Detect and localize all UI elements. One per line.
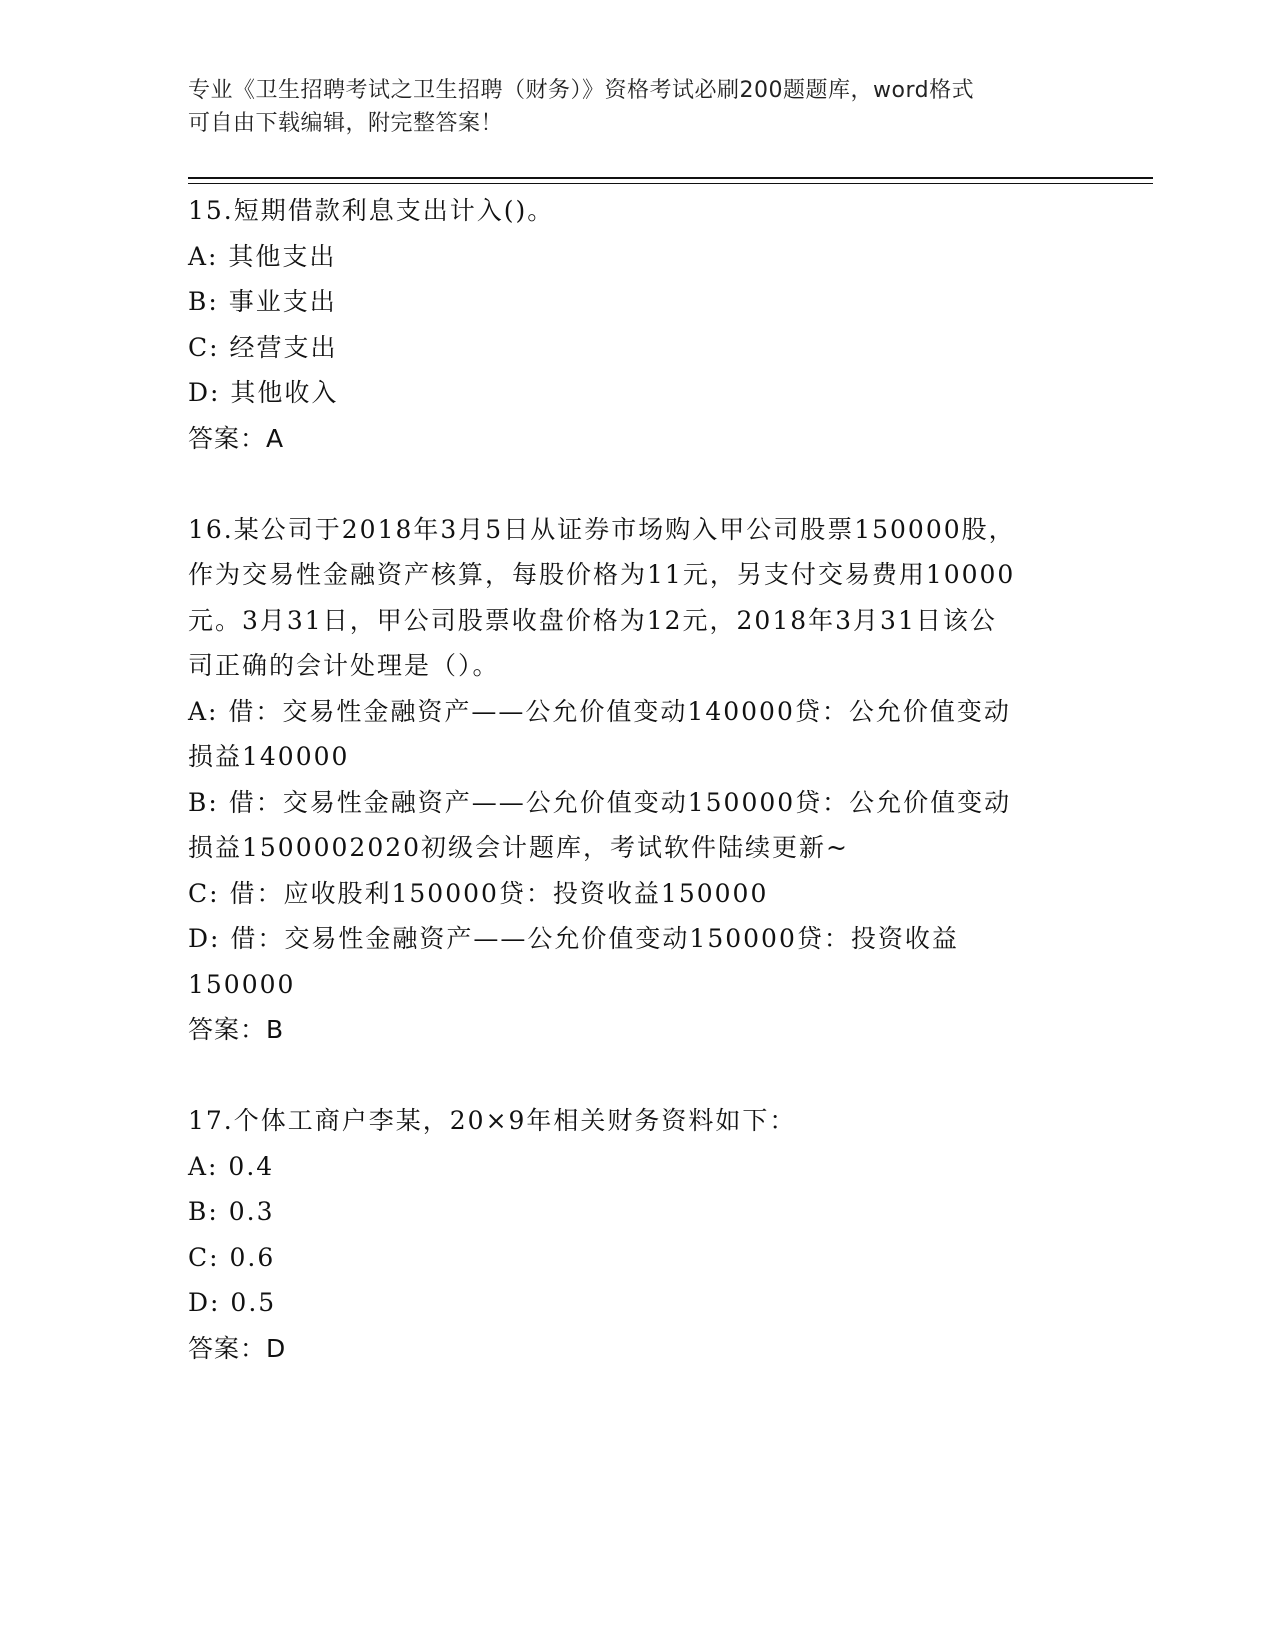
header-line-2: 可自由下载编辑，附完整答案！ xyxy=(188,111,504,136)
option-c: C: 0.6 xyxy=(188,1242,276,1272)
option-b-line-2: 损益1500002020初级会计题库，考试软件陆续更新~ xyxy=(188,833,850,862)
question-text: 17.个体工商户李某，20×9年相关财务资料如下： xyxy=(188,1106,797,1135)
question-17 xyxy=(188,1098,1078,1371)
document-header xyxy=(188,74,1068,140)
option-b: B: 事业支出 xyxy=(188,287,337,316)
question-15 xyxy=(188,188,1078,461)
answer: 答案：A xyxy=(188,423,285,453)
option-d: D: 0.5 xyxy=(188,1288,277,1317)
option-d-line-2: 150000 xyxy=(188,969,296,999)
answer: 答案：B xyxy=(188,1015,285,1044)
option-d-line-1: D: 借：交易性金融资产——公允价值变动150000贷：投资收益 xyxy=(188,924,959,953)
option-a-line-2: 损益140000 xyxy=(188,742,350,771)
option-d: D: 其他收入 xyxy=(188,378,339,407)
option-b-line-1: B: 借：交易性金融资产——公允价值变动150000贷：公允价值变动 xyxy=(188,787,1012,817)
option-c: C: 借：应收股利150000贷：投资收益150000 xyxy=(188,878,769,908)
question-16 xyxy=(188,507,1078,1053)
question-text: 15.短期借款利息支出计入()。 xyxy=(188,196,555,225)
option-a: A: 0.4 xyxy=(188,1151,275,1181)
option-a: A: 其他支出 xyxy=(188,241,337,271)
question-text-line-4: 司正确的会计处理是（）。 xyxy=(188,651,500,680)
spacer xyxy=(188,1053,1078,1099)
spacer xyxy=(188,461,1078,507)
question-text-line-1: 16.某公司于2018年3月5日从证券市场购入甲公司股票150000股， xyxy=(188,514,1016,544)
header-rule-thin xyxy=(188,183,1153,184)
question-text-line-2: 作为交易性金融资产核算，每股价格为11元，另支付交易费用10000 xyxy=(188,560,1016,589)
header-rule-thick xyxy=(188,177,1153,179)
header-line-1: 专业《卫生招聘考试之卫生招聘（财务）》资格考试必刷200题题库，word格式 xyxy=(188,78,975,103)
answer: 答案：D xyxy=(188,1333,287,1363)
question-text-line-3: 元。3月31日，甲公司股票收盘价格为12元，2018年3月31日该公 xyxy=(188,605,997,635)
option-c: C: 经营支出 xyxy=(188,332,338,362)
question-list xyxy=(188,188,1078,1371)
option-b: B: 0.3 xyxy=(188,1197,275,1226)
option-a-line-1: A: 借：交易性金融资产——公允价值变动140000贷：公允价值变动 xyxy=(188,696,1011,726)
